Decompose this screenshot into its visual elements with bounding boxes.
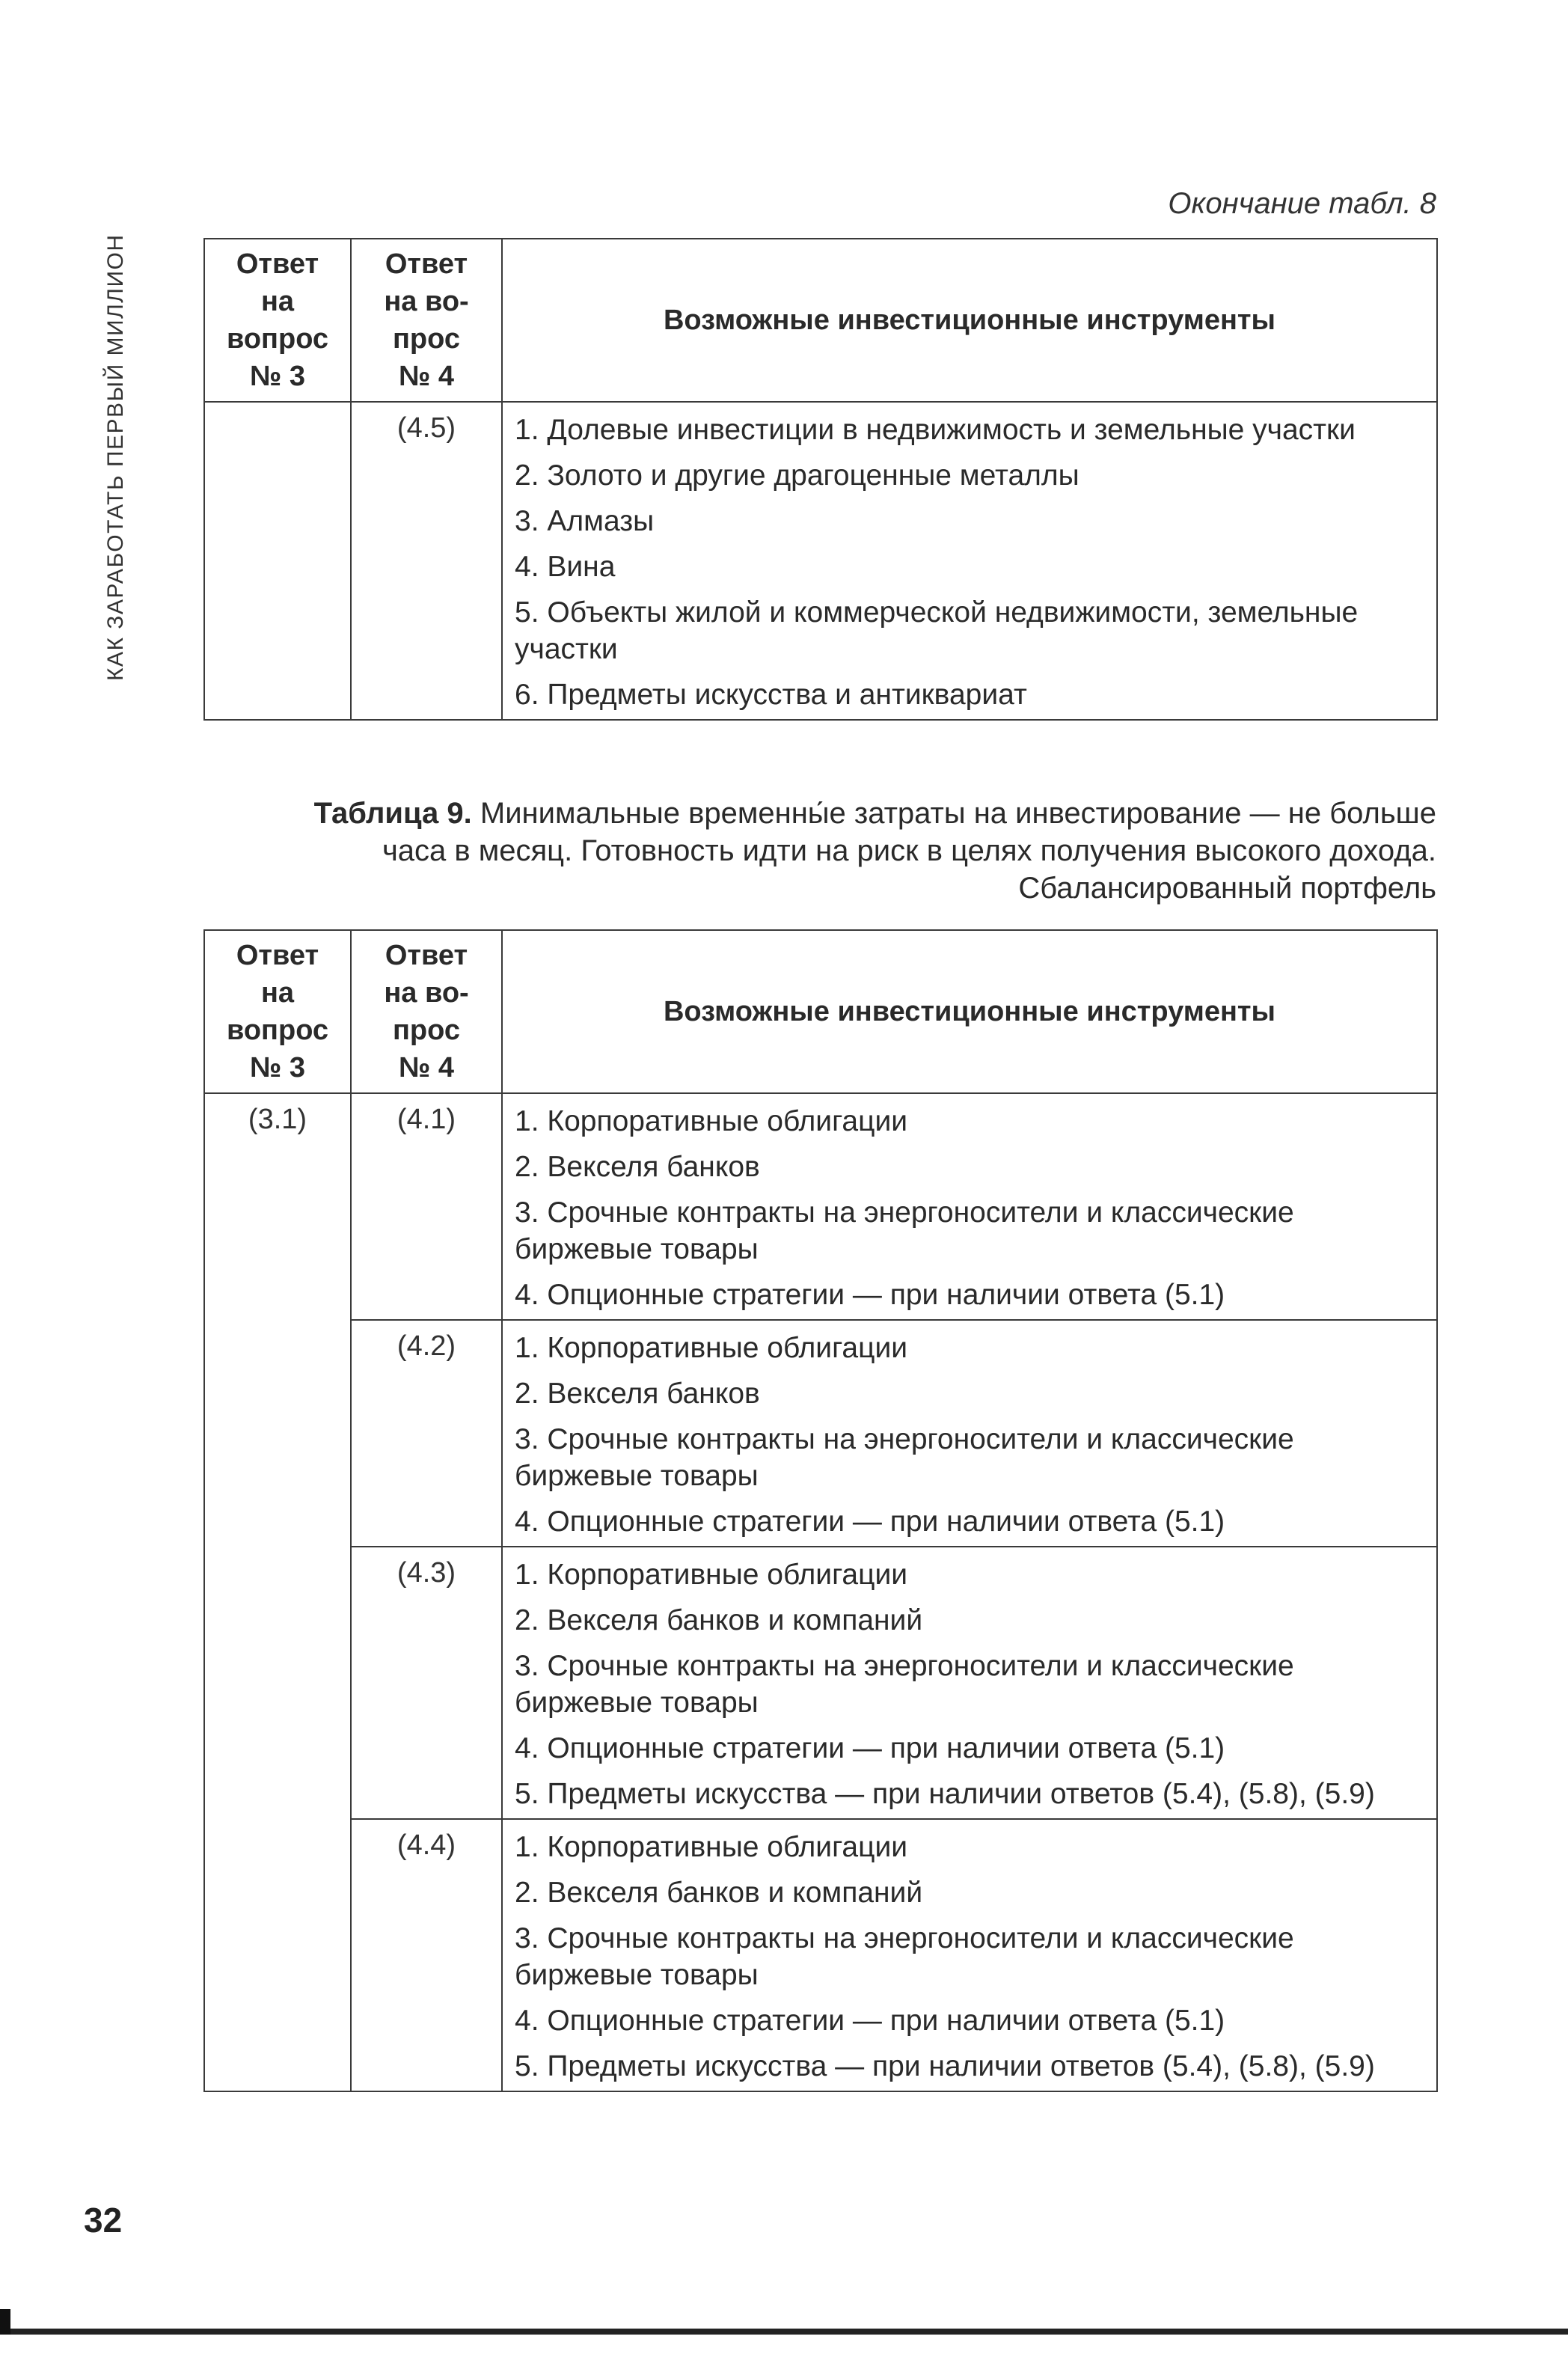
table-row	[204, 1320, 1437, 1547]
list-item: 2. Векселя банков	[515, 1378, 760, 1410]
header-q3-line: на	[260, 977, 295, 1009]
header-q3-line: Ответ	[236, 248, 319, 280]
table9-caption-text: Минимальные временны́е затраты на инвестирование — не больше часа в месяц. Готовность идти на риск в целях получения высокого дохода. Сбалансированный портфель	[382, 797, 1436, 905]
table-row	[204, 1819, 1437, 2091]
page-number: 32	[84, 2201, 123, 2240]
header-q4-line: на во-	[384, 286, 469, 317]
header-q4	[351, 930, 502, 1093]
running-head: КАК ЗАРАБОТАТЬ ПЕРВЫЙ МИЛЛИОН	[103, 233, 128, 681]
list-item: 1. Корпоративные облигации	[515, 1332, 908, 1364]
list-item: 4. Опционные стратегии — при наличии ответа (5.1)	[515, 1505, 1225, 1538]
header-instruments: Возможные инвестиционные инструменты	[502, 239, 1437, 402]
list-item: 2. Золото и другие драгоценные металлы	[515, 459, 1079, 492]
instruments-cell	[502, 1093, 1437, 1320]
table9-caption-label: Таблица 9.	[313, 797, 472, 830]
table9-header-row	[204, 930, 1437, 1093]
list-item: 4. Вина	[515, 551, 616, 583]
scan-bottom-edge	[0, 2329, 1568, 2335]
instruments-cell	[502, 1320, 1437, 1547]
list-item: 2. Векселя банков и компаний	[515, 1877, 923, 1909]
list-item: 1. Корпоративные облигации	[515, 1105, 908, 1137]
q4-cell: (4.4)	[351, 1819, 502, 2091]
list-item: 2. Векселя банков и компаний	[515, 1604, 923, 1636]
list-item: 4. Опционные стратегии — при наличии ответа (5.1)	[515, 1732, 1225, 1764]
header-q3-line: вопрос	[226, 1015, 329, 1046]
list-item: 3. Срочные контракты на энергоносители и классические биржевые товары	[515, 1196, 1294, 1265]
q3-cell: (3.1)	[204, 1093, 351, 2091]
table-row	[204, 402, 1437, 720]
header-q3	[204, 239, 351, 402]
list-item: 5. Предметы искусства — при наличии ответов (5.4), (5.8), (5.9)	[515, 1778, 1375, 1810]
q4-cell: (4.3)	[351, 1547, 502, 1819]
list-item: 3. Срочные контракты на энергоносители и классические биржевые товары	[515, 1922, 1294, 1991]
list-item: 1. Корпоративные облигации	[515, 1831, 908, 1863]
list-item: 3. Срочные контракты на энергоносители и классические биржевые товары	[515, 1423, 1294, 1492]
list-item: 4. Опционные стратегии — при наличии ответа (5.1)	[515, 1279, 1225, 1311]
header-instruments: Возможные инвестиционные инструменты	[502, 930, 1437, 1093]
header-q4-line: прос	[392, 323, 460, 355]
header-q4-line: прос	[392, 1015, 460, 1046]
table-8	[203, 238, 1438, 721]
q4-cell: (4.5)	[351, 402, 502, 720]
list-item: 1. Долевые инвестиции в недвижимость и земельные участки	[515, 414, 1356, 446]
q4-cell: (4.2)	[351, 1320, 502, 1547]
instruments-cell	[502, 1819, 1437, 2091]
list-item: 5. Объекты жилой и коммерческой недвижимости, земельные участки	[515, 596, 1359, 665]
q3-cell	[204, 402, 351, 720]
header-q4-line: на во-	[384, 977, 469, 1009]
list-item: 2. Векселя банков	[515, 1151, 760, 1183]
list-item: 3. Алмазы	[515, 505, 655, 537]
table-9	[203, 929, 1438, 2092]
header-q4-line: Ответ	[385, 248, 468, 280]
table9-caption	[269, 795, 1436, 907]
header-q3-line: № 3	[249, 361, 306, 392]
table8-continuation-label: Окончание табл. 8	[1168, 187, 1436, 220]
list-item: 1. Корпоративные облигации	[515, 1559, 908, 1591]
instruments-cell	[502, 1547, 1437, 1819]
table-row	[204, 1093, 1437, 1320]
list-item: 3. Срочные контракты на энергоносители и классические биржевые товары	[515, 1650, 1294, 1719]
header-q4	[351, 239, 502, 402]
list-item: 4. Опционные стратегии — при наличии ответа (5.1)	[515, 2005, 1225, 2037]
list-item: 6. Предметы искусства и антиквариат	[515, 679, 1027, 711]
table8-header-row	[204, 239, 1437, 402]
q4-cell: (4.1)	[351, 1093, 502, 1320]
instruments-cell	[502, 402, 1437, 720]
header-q4-line: № 4	[398, 361, 455, 392]
header-q3	[204, 930, 351, 1093]
header-q3-line: Ответ	[236, 940, 319, 971]
scan-corner-mark	[0, 2309, 10, 2335]
header-q3-line: вопрос	[226, 323, 329, 355]
header-q3-line: № 3	[249, 1052, 306, 1083]
header-q4-line: Ответ	[385, 940, 468, 971]
header-q4-line: № 4	[398, 1052, 455, 1083]
table-row	[204, 1547, 1437, 1819]
list-item: 5. Предметы искусства — при наличии ответов (5.4), (5.8), (5.9)	[515, 2050, 1375, 2082]
header-q3-line: на	[260, 286, 295, 317]
